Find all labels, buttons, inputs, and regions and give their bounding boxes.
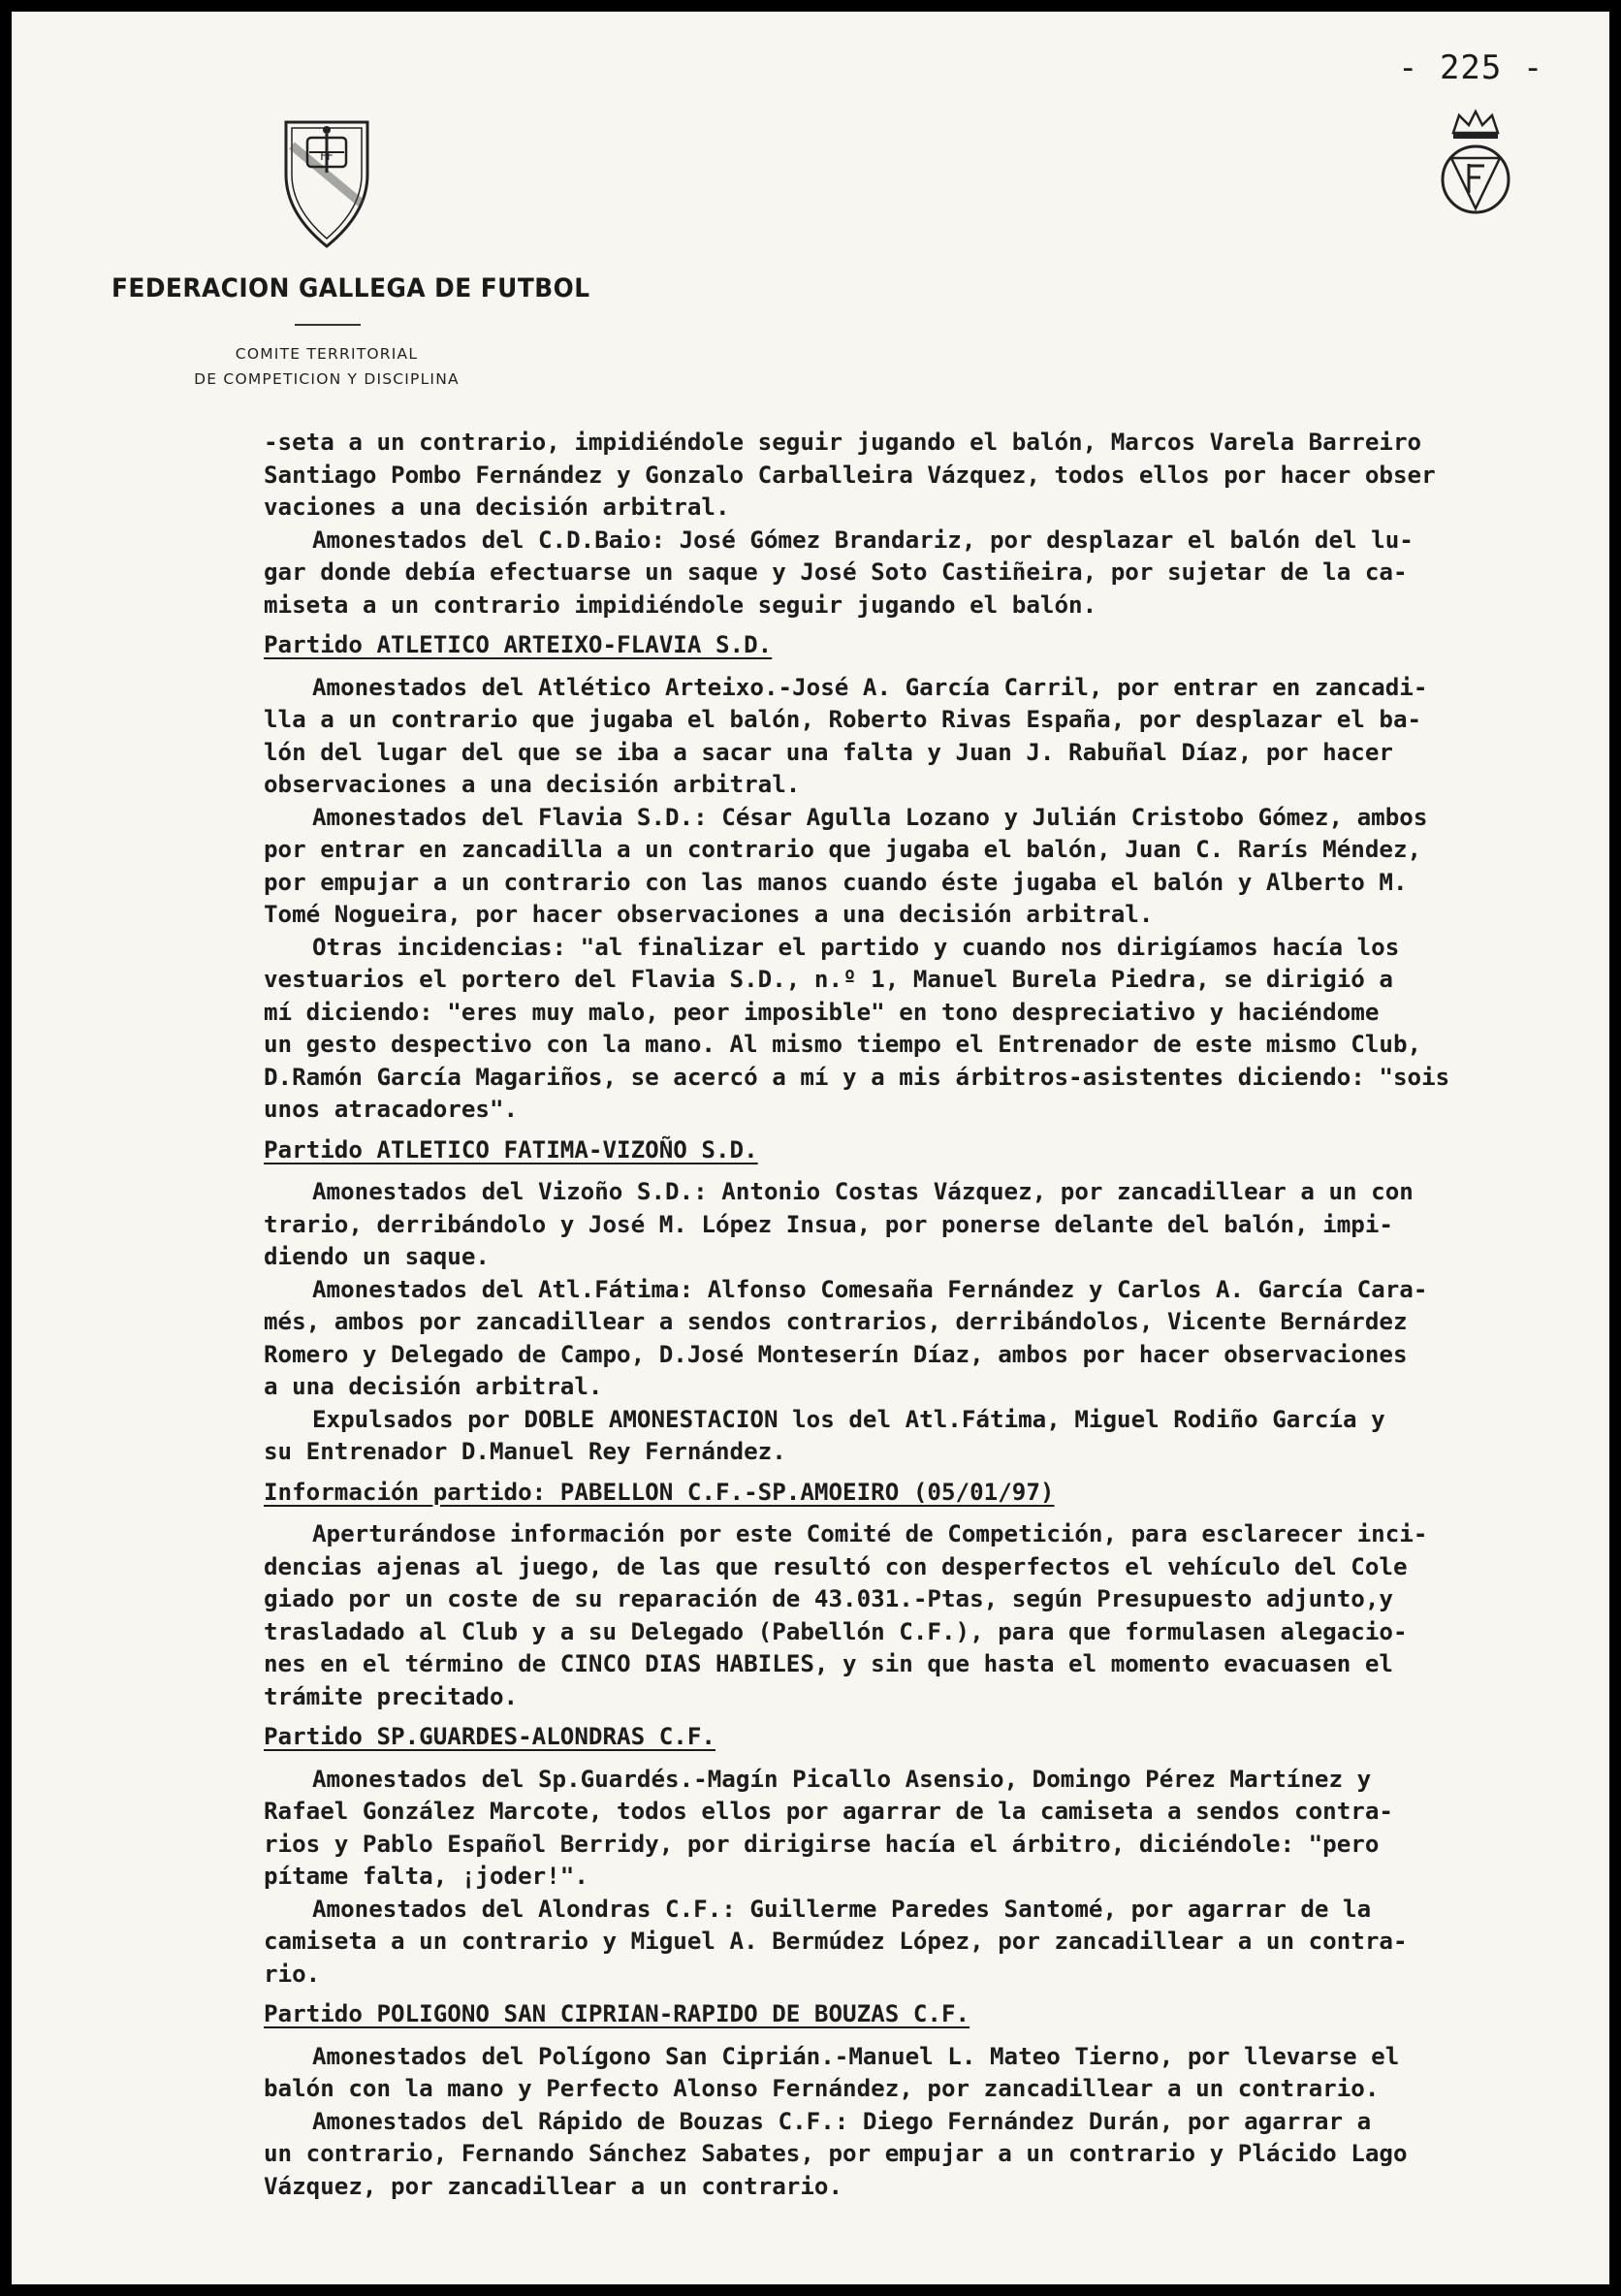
body-line: Expulsados por DOBLE AMONESTACION los del Atl.Fátima, Miguel Rodiño García y — [312, 1405, 1385, 1433]
section-title: Partido SP.GUARDES-ALONDRAS C.F. — [264, 1723, 715, 1750]
body-line: Romero y Delegado de Campo, D.José Monteserín Díaz, ambos por hacer observaciones — [264, 1340, 1408, 1368]
shield-crest-icon — [278, 116, 375, 252]
section-title: Partido ATLETICO ARTEIXO-FLAVIA S.D. — [264, 631, 773, 658]
section-title: Partido ATLETICO FATIMA-VIZOÑO S.D. — [264, 1135, 758, 1164]
body-line: pítame falta, ¡joder!". — [264, 1863, 588, 1890]
body-line: gar donde debía efectuarse un saque y José Soto Castiñeira, por sujetar de la ca- — [264, 558, 1408, 586]
body-line: Amonestados del Alondras C.F.: Guillerme Paredes Santomé, por agarrar de la — [312, 1895, 1372, 1923]
body-line: trámite precitado. — [264, 1682, 519, 1710]
body-line: dencias ajenas al juego, de las que resultó con desperfectos el vehículo del Cole — [264, 1552, 1408, 1580]
body-line: rios y Pablo Español Berridy, por dirigirse hacía el árbitro, diciéndole: "pero — [264, 1830, 1380, 1858]
body-line: unos atracadores". — [264, 1096, 519, 1123]
header-divider — [295, 324, 361, 326]
body-line: un contrario, Fernando Sánchez Sabates, por empujar a un contrario y Plácido Lago — [264, 2140, 1408, 2167]
body-line: lón del lugar del que se iba a sacar una falta y Juan J. Rabuñal Díaz, por hacer — [264, 738, 1393, 766]
body-line: un gesto despectivo con la mano. Al mismo tiempo el Entrenador de este mismo Club, — [264, 1031, 1422, 1058]
federation-name: FEDERACION GALLEGA DE FUTBOL — [111, 273, 590, 303]
body-line: rio. — [264, 1960, 321, 1988]
body-line: vestuarios el portero del Flavia S.D., n.º 1, Manuel Burela Piedra, se dirigió a — [264, 966, 1393, 993]
body-line: Amonestados del Atlético Arteixo.-José A. García Carril, por entrar en zancadi- — [312, 673, 1428, 701]
body-line: por empujar a un contrario con las manos cuando éste jugaba el balón y Alberto M. — [264, 868, 1408, 896]
body-line: Amonestados del C.D.Baio: José Gómez Brandariz, por desplazar el balón del lu- — [312, 526, 1414, 554]
body-line: Aperturándose información por este Comité de Competición, para esclarecer inci- — [312, 1520, 1428, 1547]
body-line: mí diciendo: "eres muy malo, peor imposible" en tono despreciativo y haciéndome — [264, 998, 1380, 1026]
crowned-crest-icon — [1432, 104, 1519, 230]
body-line: Amonestados del Vizoño S.D.: Antonio Costas Vázquez, por zancadillear a un con — [312, 1178, 1414, 1205]
body-line: -seta a un contrario, impidiéndole seguir jugando el balón, Marcos Varela Barreiro — [264, 429, 1422, 456]
body-line: balón con la mano y Perfecto Alonso Fernández, por zancadillear a un contrario. — [264, 2075, 1380, 2102]
body-line: més, ambos por zancadillear a sendos contrarios, derribándolos, Vicente Bernárdez — [264, 1308, 1408, 1335]
body-line: Amonestados del Rápido de Bouzas C.F.: Diego Fernández Durán, por agarrar a — [312, 2107, 1372, 2135]
body-line: vaciones a una decisión arbitral. — [264, 494, 730, 521]
body-line: Amonestados del Flavia S.D.: César Agulla Lozano y Julián Cristobo Gómez, ambos — [312, 803, 1428, 831]
body-line: su Entrenador D.Manuel Rey Fernández. — [264, 1438, 786, 1465]
body-line: Amonestados del Sp.Guardés.-Magín Picallo Asensio, Domingo Pérez Martínez y — [312, 1765, 1372, 1793]
section-title: Información partido: PABELLON C.F.-SP.AMOEIRO (05/01/97) — [264, 1478, 1055, 1506]
committee-line-1: COMITE TERRITORIAL — [235, 345, 419, 363]
body-line: lla a un contrario que jugaba el balón, Roberto Rivas España, por desplazar el ba- — [264, 706, 1422, 733]
section-title: Partido POLIGONO SAN CIPRIAN-RAPIDO DE BOUZAS C.F. — [264, 2000, 970, 2027]
page-number: - 225 - — [1398, 48, 1544, 87]
body-line: trasladado al Club y a su Delegado (Pabellón C.F.), para que formulasen alegacio- — [264, 1617, 1408, 1645]
body-line: miseta a un contrario impidiéndole seguir jugando el balón. — [264, 590, 1097, 619]
body-line: Otras incidencias: "al finalizar el partido y cuando nos dirigíamos hacía los — [312, 933, 1400, 961]
body-line: Santiago Pombo Fernández y Gonzalo Carballeira Vázquez, todos ellos por hacer obser — [264, 461, 1436, 489]
body-line: Amonestados del Polígono San Ciprián.-Manuel L. Mateo Tierno, por llevarse el — [312, 2042, 1400, 2070]
committee-line-2: DE COMPETICION Y DISCIPLINA — [194, 370, 460, 388]
body-line: Vázquez, por zancadillear a un contrario. — [264, 2172, 843, 2200]
body-line: a una decisión arbitral. — [264, 1373, 603, 1400]
body-line: nes en el término de CINCO DIAS HABILES, y sin que hasta el momento evacuasen el — [264, 1650, 1393, 1677]
body-line: trario, derribándolo y José M. López Insua, por ponerse delante del balón, impi- — [264, 1210, 1393, 1238]
body-line: D.Ramón García Magariños, se acercó a mí y a mis árbitros-asistentes diciendo: "sois — [264, 1063, 1450, 1091]
body-line: giado por un coste de su reparación de 43.031.-Ptas, según Presupuesto adjunto,y — [264, 1585, 1393, 1612]
document-body — [264, 427, 1609, 2203]
body-line: camiseta a un contrario y Miguel A. Bermúdez López, por zancadillear a un contra- — [264, 1928, 1408, 1955]
body-line: diendo un saque. — [264, 1243, 490, 1270]
body-line: observaciones a una decisión arbitral. — [264, 771, 801, 798]
body-line: Amonestados del Atl.Fátima: Alfonso Comesaña Fernández y Carlos A. García Cara- — [312, 1275, 1428, 1303]
body-line: por entrar en zancadilla a un contrario que jugaba el balón, Juan C. Rarís Méndez, — [264, 836, 1422, 863]
body-line: Tomé Nogueira, por hacer observaciones a una decisión arbitral. — [264, 901, 1154, 928]
body-line: Rafael González Marcote, todos ellos por agarrar de la camiseta a sendos contra- — [264, 1798, 1393, 1825]
committee-name — [138, 341, 516, 392]
svg-text:FF: FF — [320, 149, 334, 163]
document-page — [12, 12, 1609, 2284]
